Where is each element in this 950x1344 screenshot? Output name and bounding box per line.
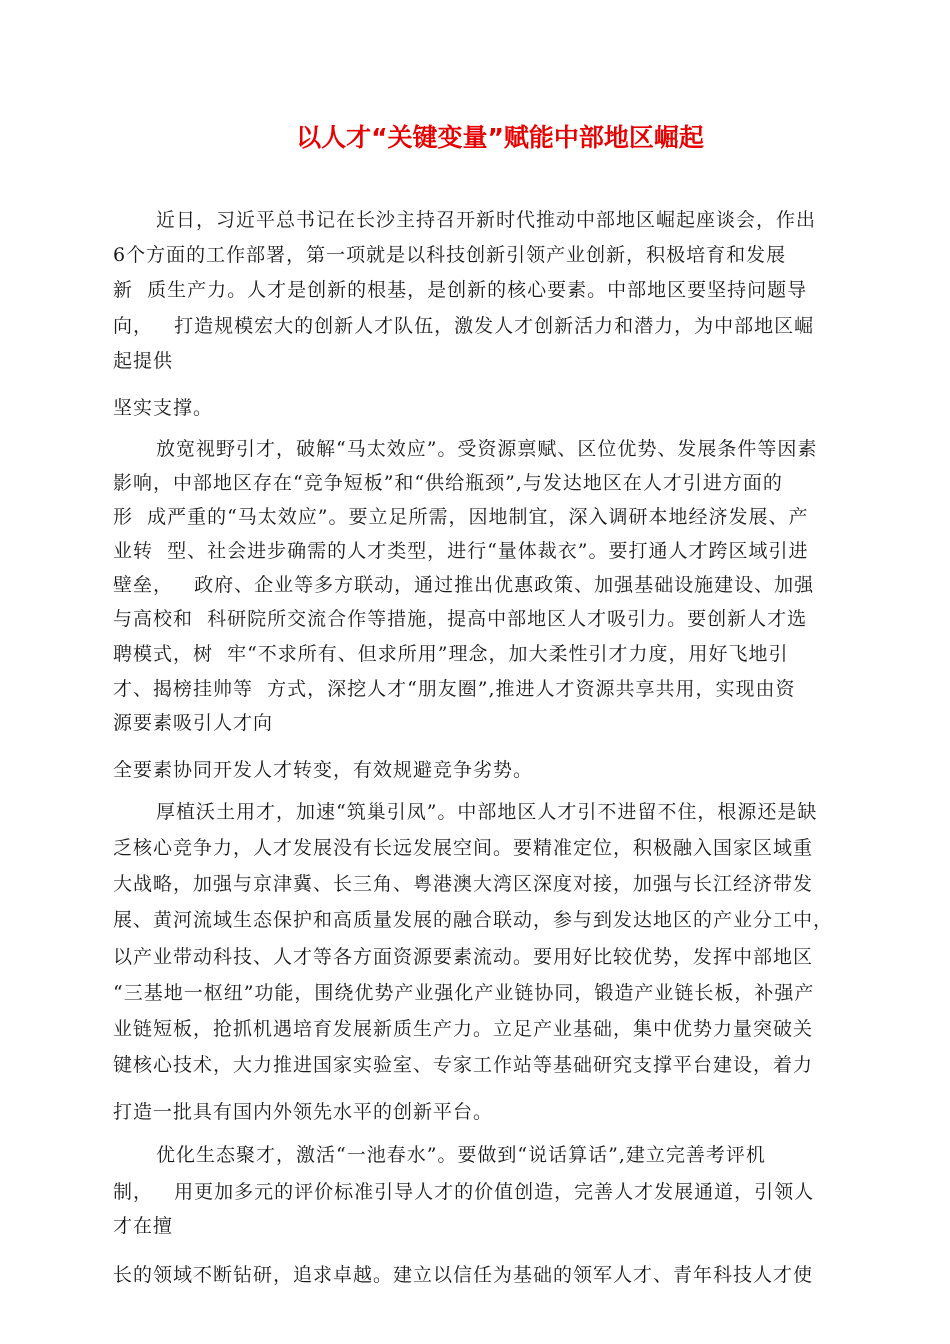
text-line: 厚植沃土用才，加速“筑巢引凤”。中部地区人才引不进留不住，根源还是缺 (156, 801, 818, 823)
text-line: 放宽视野引才，破解“马太效应”。受资源禀赋、区位优势、发展条件等因素 (156, 438, 818, 460)
text-line: 业链短板，抢抓机遇培育发展新质生产力。立足产业基础，集中优势力量突破关 (113, 1018, 814, 1040)
text-line: 起提供 (113, 350, 174, 372)
text-line: 以产业带动科技、人才等各方面资源要素流动。要用好比较优势，发挥中部地区 (113, 946, 814, 968)
text-line: 才、揭榜挂帅等 方式，深挖人才“朋友圈”,推进人才资源共享共用，实现由资 (113, 678, 796, 700)
text-line: 大战略，加强与京津冀、长三角、粤港澳大湾区深度对接，加强与长江经济带发 (113, 873, 814, 895)
text-line: 业转 型、社会进步确需的人才类型，进行“量体裁衣”。要打通人才跨区域引进 (113, 540, 809, 562)
text-line: 与高校和 科研院所交流合作等措施，提高中部地区人才吸引力。要创新人才选 (113, 608, 808, 630)
text-line: 乏核心竞争力，人才发展没有长远发展空间。要精准定位，积极融入国家区域重 (113, 837, 814, 859)
text-line: 才在擅 (113, 1215, 174, 1237)
text-line: 聘模式，树 牢“不求所有、但求所用”理念，加大柔性引才力度，用好飞地引 (113, 643, 789, 665)
text-line: 制， 用更加多元的评价标准引导人才的价值创造，完善人才发展通道，引领人 (113, 1181, 815, 1203)
text-line: 向， 打造规模宏大的创新人才队伍，激发人才创新活力和潜力，为中部地区崛 (113, 315, 815, 337)
text-line: 长的领域不断钻研，追求卓越。建立以信任为基础的领军人才、青年科技人才使 (113, 1264, 814, 1286)
text-line: 6个方面的工作部署，第一项就是以科技创新引领产业创新，积极培育和发展 (113, 244, 787, 266)
text-line: “三基地一枢纽”功能，围绕优势产业强化产业链协同，锻造产业链长板，补强产 (113, 982, 815, 1004)
text-line: 影响，中部地区存在“竞争短板”和“供给瓶颈”,与发达地区在人才引进方面的 (113, 472, 783, 494)
text-line: 优化生态聚才，激活“一池春水”。要做到“说话算话”,建立完善考评机 (156, 1144, 766, 1166)
text-line: 近日，习近平总书记在长沙主持召开新时代推动中部地区崛起座谈会，作出 (156, 209, 817, 231)
text-line: 坚实支撑。 (113, 397, 214, 419)
text-line: 源要素吸引人才向 (113, 712, 274, 734)
text-line: 展、黄河流域生态保护和高质量发展的融合联动，参与到发达地区的产业分工中， (113, 909, 834, 931)
text-line: 打造一批具有国内外领先水平的创新平台。 (113, 1101, 494, 1123)
text-line: 键核心技术，大力推进国家实验室、专家工作站等基础研究支撑平台建设，着力 (113, 1054, 814, 1076)
text-line: 壁垒， 政府、企业等多方联动，通过推出优惠政策、加强基础设施建设、加强 (113, 574, 815, 596)
text-line: 全要素协同开发人才转变，有效规避竞争劣势。 (113, 759, 534, 781)
text-line: 新 质生产力。人才是创新的根基，是创新的核心要素。中部地区要坚持问题导 (113, 279, 808, 301)
page-title: 以人才“关键变量”赋能中部地区崛起 (296, 123, 704, 152)
text-line: 形 成严重的“马太效应”。要立足所需，因地制宜，深入调研本地经济发展、产 (113, 506, 809, 528)
